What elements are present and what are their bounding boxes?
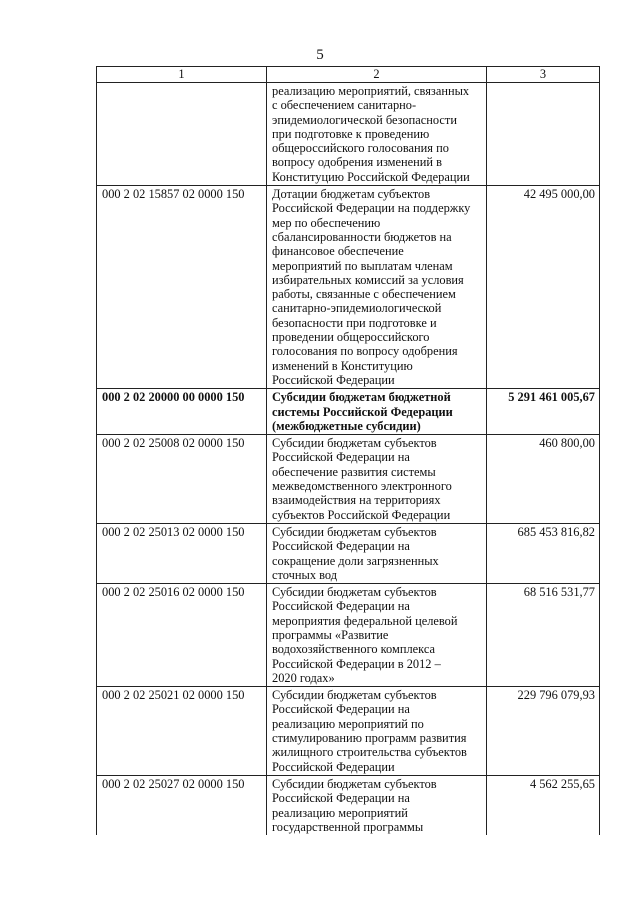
description-line: Российской Федерации на bbox=[272, 539, 410, 554]
table-row bbox=[97, 83, 600, 186]
description-cell bbox=[267, 687, 487, 776]
amount-cell bbox=[487, 83, 600, 186]
description-line: проведении общероссийского bbox=[272, 330, 430, 345]
amount-cell: 4 562 255,65 bbox=[487, 775, 600, 835]
description-line: Конституцию Российской Федерации bbox=[272, 169, 470, 184]
description-line: санитарно-эпидемиологической bbox=[272, 301, 442, 316]
description-line: Субсидии бюджетам субъектов bbox=[272, 524, 437, 539]
table-row bbox=[97, 775, 600, 835]
description-line: мероприятия федеральной целевой bbox=[272, 613, 458, 628]
description-cell bbox=[267, 523, 487, 583]
description-line: Российской Федерации bbox=[272, 759, 395, 774]
description-line: Субсидии бюджетам субъектов bbox=[272, 688, 437, 703]
description-line: (межбюджетные субсидии) bbox=[272, 418, 421, 433]
amount-cell: 5 291 461 005,67 bbox=[487, 389, 600, 435]
description-line: с обеспечением санитарно- bbox=[272, 98, 417, 113]
description-line: мер по обеспечению bbox=[272, 215, 381, 230]
table-row bbox=[97, 389, 600, 435]
table-row bbox=[97, 435, 600, 524]
description-line: реализацию мероприятий по bbox=[272, 716, 424, 731]
description-line: сточных вод bbox=[272, 567, 338, 582]
budget-code-cell bbox=[97, 83, 267, 186]
budget-code-cell: 000 2 02 20000 00 0000 150 bbox=[97, 389, 267, 435]
description-line: Российской Федерации на поддержку bbox=[272, 201, 471, 216]
description-cell bbox=[267, 584, 487, 687]
description-line: общероссийского голосования по bbox=[272, 141, 449, 156]
column-header-description: 2 bbox=[267, 67, 487, 83]
budget-code-cell: 000 2 02 25016 02 0000 150 bbox=[97, 584, 267, 687]
table-row bbox=[97, 687, 600, 776]
table-row bbox=[97, 584, 600, 687]
column-header-amount: 3 bbox=[487, 67, 600, 83]
amount-cell: 42 495 000,00 bbox=[487, 186, 600, 389]
description-line: Российской Федерации на bbox=[272, 599, 410, 614]
column-header-code: 1 bbox=[97, 67, 267, 83]
budget-code-cell: 000 2 02 25021 02 0000 150 bbox=[97, 687, 267, 776]
description-line: Российской Федерации bbox=[272, 372, 395, 387]
description-line: Российской Федерации в 2012 – bbox=[272, 656, 441, 671]
description-line: безопасности при подготовке и bbox=[272, 315, 437, 330]
description-line: субъектов Российской Федерации bbox=[272, 507, 451, 522]
description-line: изменений в Конституцию bbox=[272, 358, 413, 373]
table-body bbox=[97, 83, 600, 836]
description-line: межведомственного электронного bbox=[272, 479, 452, 494]
description-cell bbox=[267, 186, 487, 389]
description-line: финансовое обеспечение bbox=[272, 244, 404, 259]
description-line: мероприятий по выплатам членам bbox=[272, 258, 453, 273]
description-line: вопросу одобрения изменений в bbox=[272, 155, 442, 170]
description-line: голосования по вопросу одобрения bbox=[272, 344, 458, 359]
description-line: программы «Развитие bbox=[272, 627, 389, 642]
description-line: взаимодействия на территориях bbox=[272, 493, 441, 508]
description-line: Российской Федерации на bbox=[272, 450, 410, 465]
description-line: избирательных комиссий за условия bbox=[272, 272, 464, 287]
description-cell bbox=[267, 83, 487, 186]
amount-cell: 460 800,00 bbox=[487, 435, 600, 524]
description-line: обеспечение развития системы bbox=[272, 464, 436, 479]
page-number: 5 bbox=[316, 47, 324, 63]
description-line: эпидемиологической безопасности bbox=[272, 112, 457, 127]
description-line: реализацию мероприятий, связанных bbox=[272, 84, 470, 98]
description-line: 2020 годах» bbox=[272, 670, 335, 685]
budget-code-cell: 000 2 02 25013 02 0000 150 bbox=[97, 523, 267, 583]
description-line: сокращение доли загрязненных bbox=[272, 553, 439, 568]
amount-cell: 229 796 079,93 bbox=[487, 687, 600, 776]
description-line: системы Российской Федерации bbox=[272, 404, 453, 419]
description-line: Субсидии бюджетам субъектов bbox=[272, 585, 437, 600]
description-line: Российской Федерации на bbox=[272, 791, 410, 806]
budget-code-cell: 000 2 02 25008 02 0000 150 bbox=[97, 435, 267, 524]
amount-cell: 68 516 531,77 bbox=[487, 584, 600, 687]
description-cell bbox=[267, 435, 487, 524]
description-line: жилищного строительства субъектов bbox=[272, 745, 467, 760]
description-cell bbox=[267, 775, 487, 835]
description-line: Субсидии бюджетам субъектов bbox=[272, 776, 437, 791]
description-line: Субсидии бюджетам бюджетной bbox=[272, 390, 451, 405]
budget-code-cell: 000 2 02 25027 02 0000 150 bbox=[97, 775, 267, 835]
description-line: стимулированию программ развития bbox=[272, 731, 467, 746]
description-line: работы, связанные с обеспечением bbox=[272, 287, 456, 302]
amount-cell: 685 453 816,82 bbox=[487, 523, 600, 583]
table-header-row bbox=[97, 67, 600, 83]
description-line: водохозяйственного комплекса bbox=[272, 642, 436, 657]
description-line: Субсидии бюджетам субъектов bbox=[272, 436, 437, 451]
description-line: реализацию мероприятий bbox=[272, 805, 408, 820]
description-cell bbox=[267, 389, 487, 435]
budget-table bbox=[96, 66, 600, 835]
table-row bbox=[97, 186, 600, 389]
table-row bbox=[97, 523, 600, 583]
description-line: при подготовке к проведению bbox=[272, 126, 430, 141]
description-line: Российской Федерации на bbox=[272, 702, 410, 717]
description-line: государственной программы bbox=[272, 819, 424, 834]
budget-code-cell: 000 2 02 15857 02 0000 150 bbox=[97, 186, 267, 389]
description-line: сбалансированности бюджетов на bbox=[272, 229, 452, 244]
description-line: Дотации бюджетам субъектов bbox=[272, 187, 431, 202]
